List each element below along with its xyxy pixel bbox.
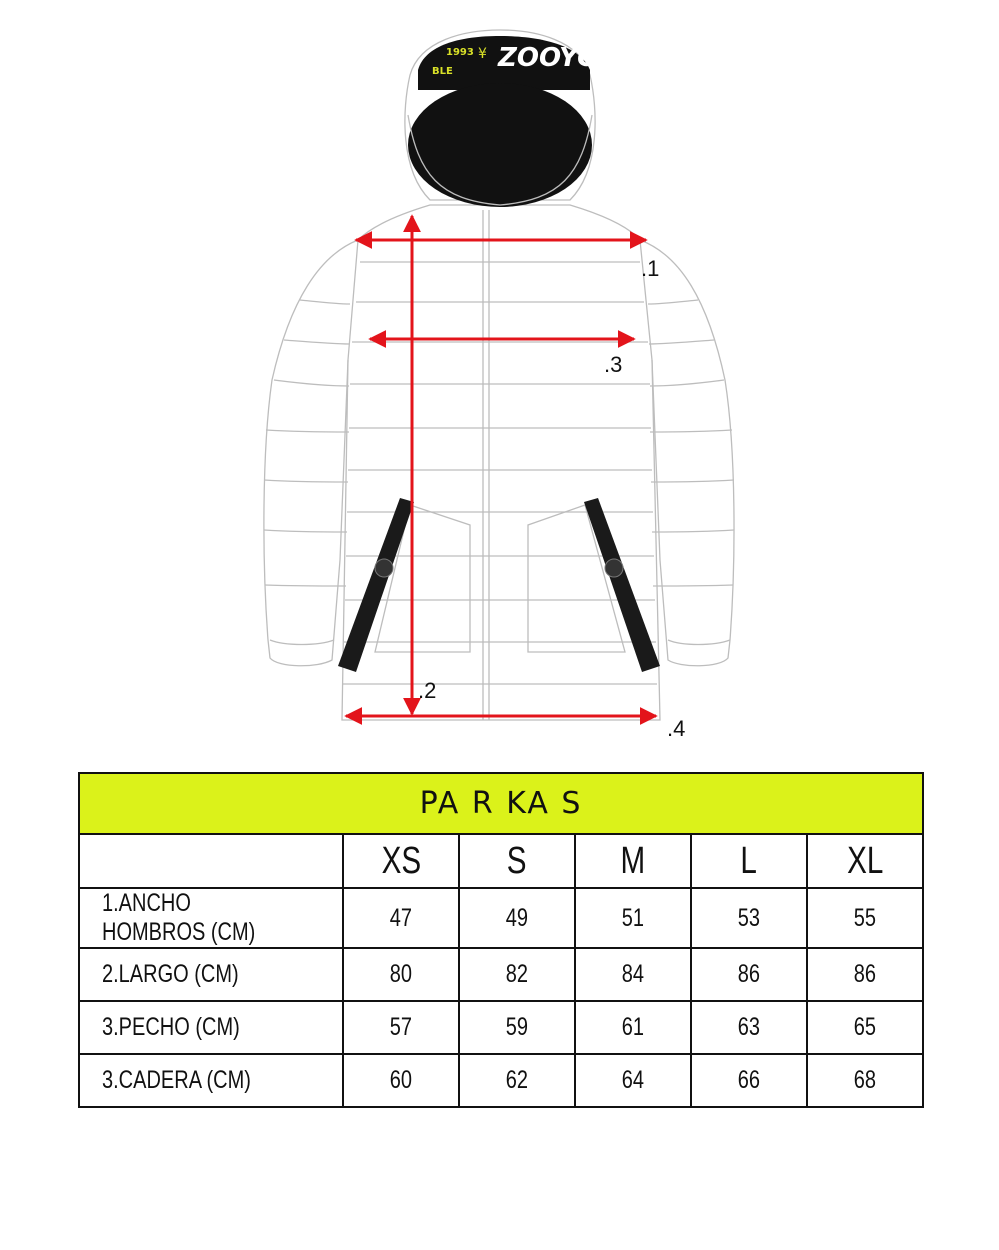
brand-logo-year: 1993 (446, 47, 474, 58)
size-chart-table (78, 772, 924, 1108)
table-cell: 80 (343, 948, 459, 1001)
brand-logo-text: ZOOYO (498, 43, 600, 73)
table-cell: 60 (343, 1054, 459, 1107)
table-cell: 62 (459, 1054, 575, 1107)
size-header-xl: XL (807, 834, 923, 888)
table-row (79, 1001, 923, 1054)
table-cell: 47 (343, 888, 459, 948)
row-label: 2.LARGO (CM) (79, 948, 343, 1001)
table-cell: 66 (691, 1054, 807, 1107)
row-label: 3.CADERA (CM) (79, 1054, 343, 1107)
table-row (79, 1054, 923, 1107)
table-row (79, 888, 923, 948)
corner-cell (79, 834, 343, 888)
measurement-lines (346, 216, 656, 716)
size-header-m: M (575, 834, 691, 888)
size-header-l: L (691, 834, 807, 888)
row-label: 3.PECHO (CM) (79, 1001, 343, 1054)
measure-label-3: .3 (604, 352, 623, 377)
table-cell: 59 (459, 1001, 575, 1054)
table-title: PA R KA S (79, 773, 923, 834)
table-cell: 57 (343, 1001, 459, 1054)
table-cell: 68 (807, 1054, 923, 1107)
table-cell: 51 (575, 888, 691, 948)
size-header-s: S (459, 834, 575, 888)
table-row (79, 948, 923, 1001)
table-cell: 63 (691, 1001, 807, 1054)
table-cell: 53 (691, 888, 807, 948)
table-cell: 61 (575, 1001, 691, 1054)
parka-outline (264, 205, 734, 720)
table-cell: 64 (575, 1054, 691, 1107)
table-cell: 86 (691, 948, 807, 1001)
pocket-straps (338, 498, 660, 672)
size-header-xs: XS (343, 834, 459, 888)
table-cell: 86 (807, 948, 923, 1001)
measure-label-4: .4 (667, 716, 686, 741)
yen-emblem-icon: ¥ (478, 46, 487, 62)
size-header-row (79, 834, 923, 888)
table-cell: 65 (807, 1001, 923, 1054)
table-cell: 82 (459, 948, 575, 1001)
row-label: 1.ANCHO HOMBROS (CM) (79, 888, 343, 948)
table-cell: 55 (807, 888, 923, 948)
table-cell: 84 (575, 948, 691, 1001)
table-title-row (79, 773, 923, 834)
measure-label-2: .2 (418, 678, 437, 703)
hood-lining (408, 83, 592, 207)
table-cell: 49 (459, 888, 575, 948)
measure-label-1: .1 (641, 256, 660, 281)
brand-logo-tagline: BLE (432, 66, 453, 77)
